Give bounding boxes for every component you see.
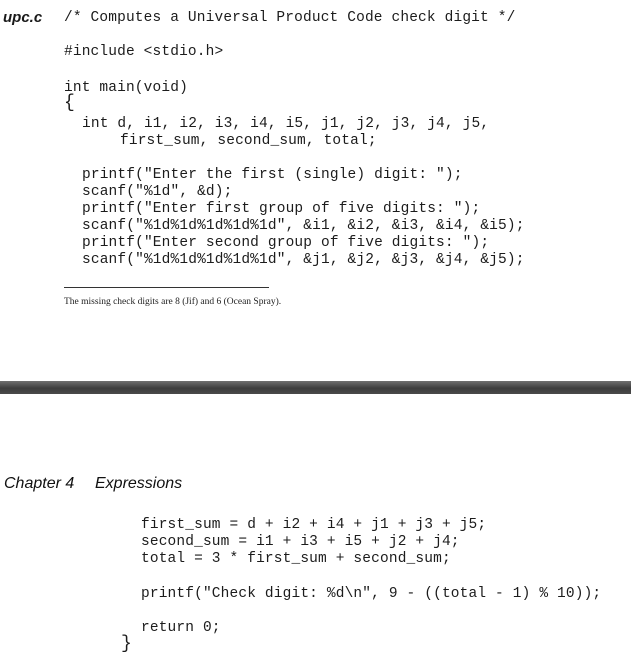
printf-check-digit: printf("Check digit: %d\n", 9 - ((total - 1) % 10)); <box>141 586 602 602</box>
footnote-rule <box>64 287 269 288</box>
scanf-first-group: scanf("%1d%1d%1d%1d%1d", &i1, &i2, &i3, &i4, &i5); <box>82 218 525 234</box>
declaration-line-2: first_sum, second_sum, total; <box>120 133 377 149</box>
printf-second-group: printf("Enter second group of five digits: "); <box>82 235 490 251</box>
printf-first-group: printf("Enter first group of five digits: "); <box>82 201 481 217</box>
scanf-second-group: scanf("%1d%1d%1d%1d%1d", &j1, &j2, &j3, &j4, &j5); <box>82 252 525 268</box>
scanf-first-digit: scanf("%1d", &d); <box>82 184 233 200</box>
total-line: total = 3 * first_sum + second_sum; <box>141 551 451 567</box>
chapter-title: Expressions <box>95 475 183 492</box>
declaration-line-1: int d, i1, i2, i3, i4, i5, j1, j2, j3, j4, j5, <box>82 116 490 132</box>
include-directive: #include <stdio.h> <box>64 44 224 60</box>
printf-first-digit: printf("Enter the first (single) digit: "); <box>82 167 463 183</box>
footnote: The missing check digits are 8 (Jif) and 6 (Ocean Spray). <box>64 297 282 307</box>
file-name-label: upc.c <box>3 9 43 26</box>
close-brace: } <box>121 634 132 654</box>
open-brace: { <box>64 93 75 113</box>
header-comment: /* Computes a Universal Product Code check digit */ <box>64 10 516 26</box>
page-divider <box>0 381 631 394</box>
chapter-number: Chapter 4 <box>4 475 75 492</box>
main-signature: int main(void) <box>64 80 188 96</box>
second-sum-line: second_sum = i1 + i3 + i5 + j2 + j4; <box>141 534 460 550</box>
return-statement: return 0; <box>141 620 221 636</box>
first-sum-line: first_sum = d + i2 + i4 + j1 + j3 + j5; <box>141 517 487 533</box>
